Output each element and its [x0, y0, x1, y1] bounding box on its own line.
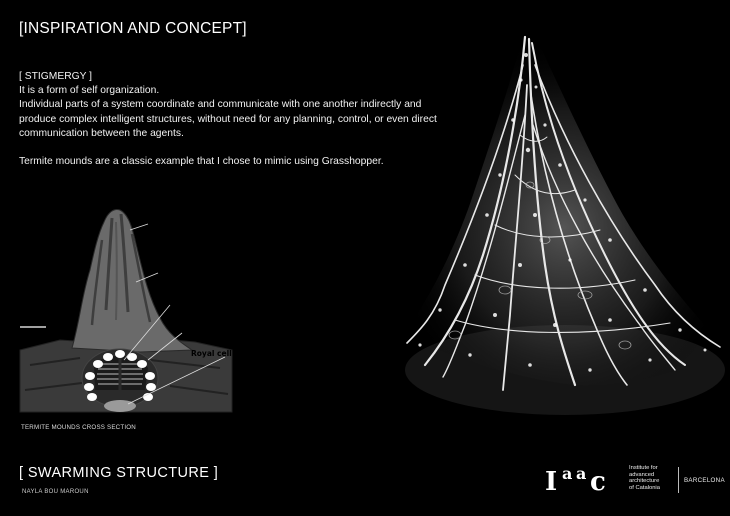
swarming-structure-render: [395, 25, 730, 445]
page-title: [INSPIRATION AND CONCEPT]: [19, 20, 247, 37]
mound-shape: [72, 210, 192, 353]
logo-city: BARCELONA: [684, 477, 725, 484]
logo-line: architecture: [629, 478, 660, 485]
iaac-logo: [545, 463, 623, 495]
logo-line: of Catalonia: [629, 484, 660, 491]
diagram-caption: TERMITE MOUNDS CROSS SECTION: [21, 424, 136, 431]
footer-title: [ SWARMING STRUCTURE ]: [19, 465, 219, 481]
label-royal-cell: Royal cell: [191, 349, 232, 358]
author-name: NAYLA BOU MAROUN: [22, 489, 89, 495]
logo-mark-I: I: [545, 467, 558, 497]
label-air-columns: Air columns: [160, 268, 210, 277]
logo-mark-a2: a: [576, 464, 587, 483]
label-mound: Mound: [152, 220, 181, 229]
label-scale: 1 m: [26, 316, 42, 325]
logo-line: Institute for: [629, 465, 658, 471]
label-fungus-combs: Fungus combs: [172, 300, 233, 309]
logo-institute-text: [629, 465, 679, 491]
concept-line-3: Termite mounds are a classic example that I chose to mimic using Grasshopper.: [19, 156, 384, 168]
concept-heading: [ STIGMERGY ]: [19, 71, 93, 82]
logo-divider: [678, 467, 679, 493]
logo-mark-c: c: [590, 467, 606, 497]
termite-mound-diagram: [20, 200, 257, 422]
logo-line: advanced: [629, 471, 655, 478]
concept-line-1: It is a form of self organization.: [19, 85, 160, 97]
concept-line-2: Individual parts of a system coordinate and communicate with one another indirectly and produce complex intelligent structures, without need for any planning, control, or even direct communication between the agents.: [19, 99, 437, 139]
concept-text: [19, 70, 439, 169]
logo-mark-a1: a: [562, 464, 573, 483]
label-nursery-galleries: Nursery galleries: [184, 328, 257, 337]
royal-cell: [104, 400, 136, 412]
